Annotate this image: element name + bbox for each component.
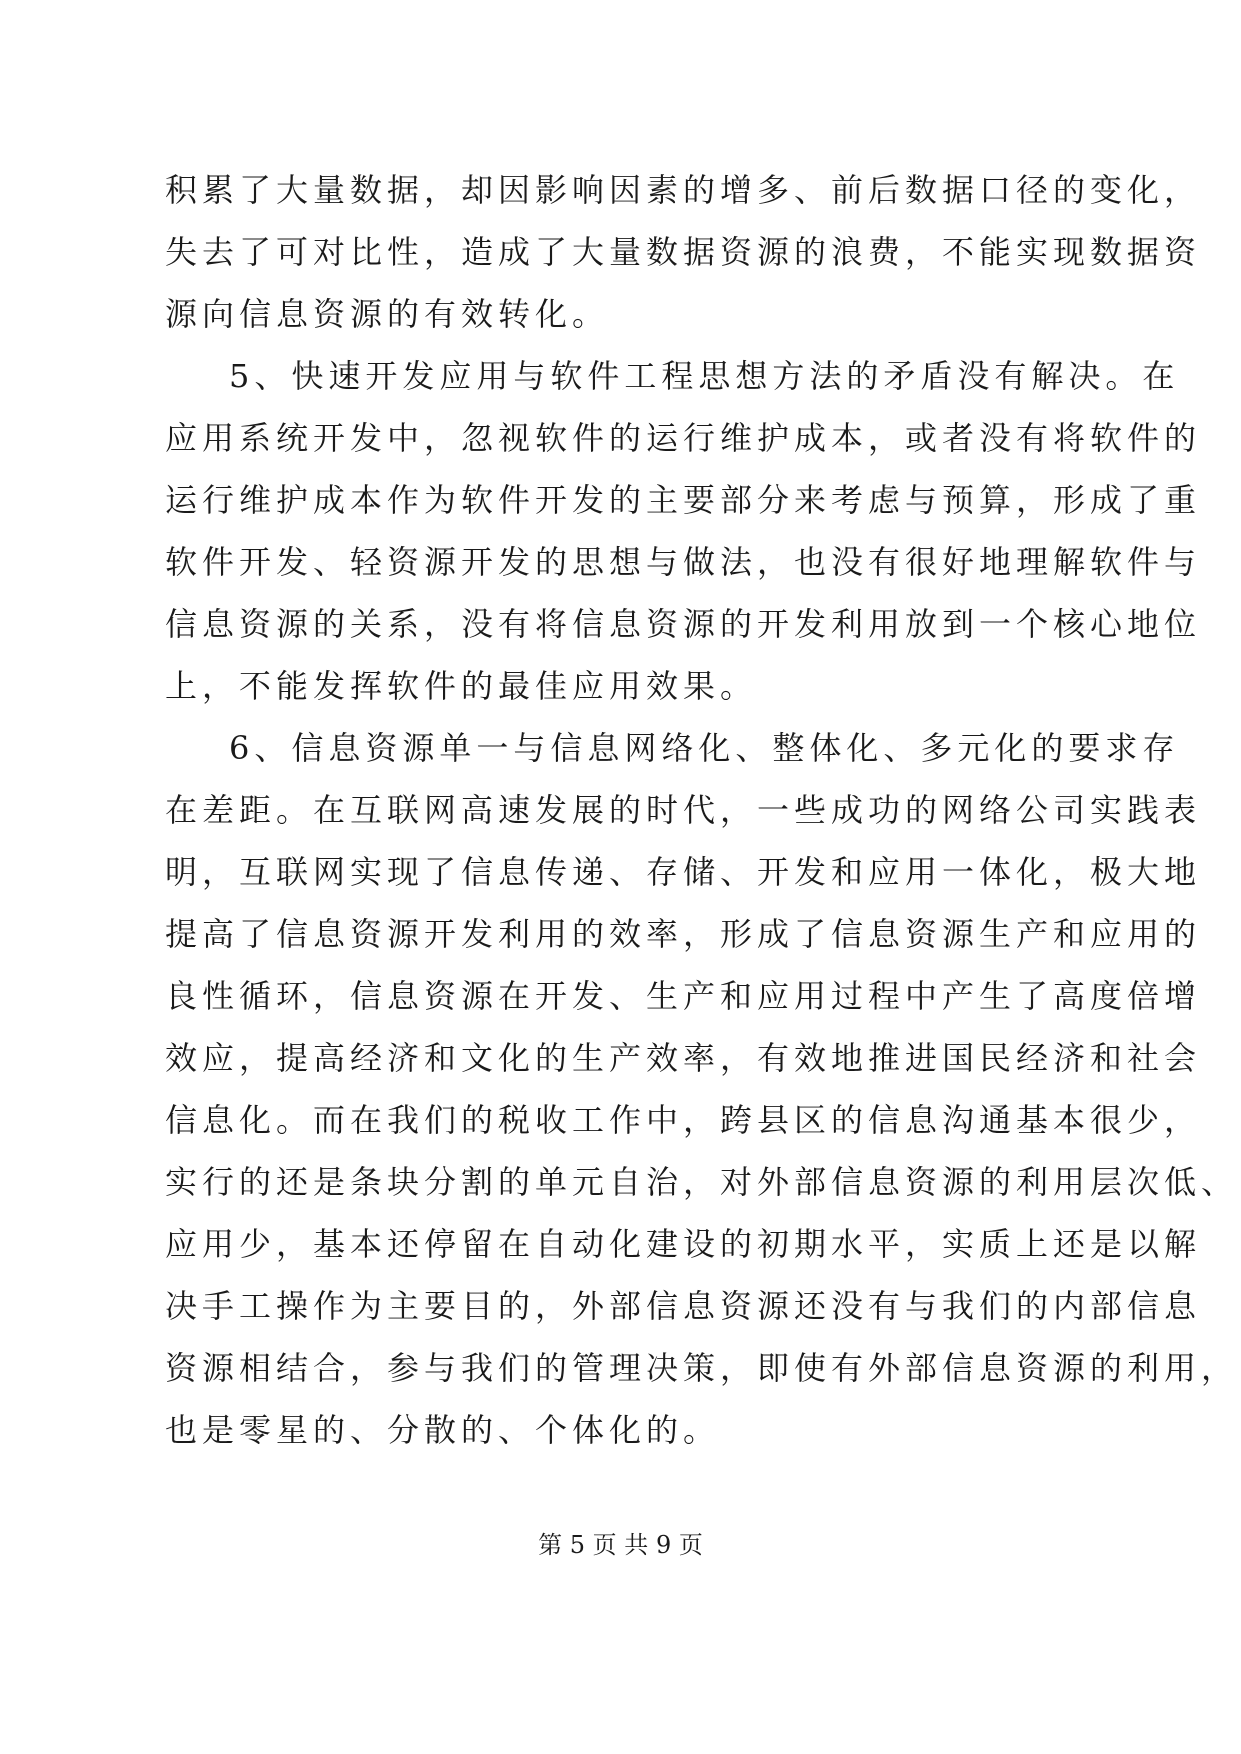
text-line: 应用系统开发中，忽视软件的运行维护成本，或者没有将软件的 — [165, 419, 1202, 457]
text-line: 明，互联网实现了信息传递、存储、开发和应用一体化，极大地 — [165, 853, 1202, 891]
paragraph-start-line: 6、信息资源单一与信息网络化、整体化、多元化的要求存 — [229, 729, 1180, 767]
text-line: 决手工操作为主要目的，外部信息资源还没有与我们的内部信息 — [165, 1287, 1202, 1325]
text-line: 信息化。而在我们的税收工作中，跨县区的信息沟通基本很少， — [165, 1101, 1202, 1139]
text-line: 运行维护成本作为软件开发的主要部分来考虑与预算，形成了重 — [165, 481, 1202, 519]
text-line: 资源相结合，参与我们的管理决策，即使有外部信息资源的利用， — [165, 1349, 1239, 1387]
text-line: 失去了可对比性，造成了大量数据资源的浪费，不能实现数据资 — [165, 233, 1202, 271]
page-number-footer: 第 5 页 共 9 页 — [538, 1531, 703, 1559]
text-line: 良性循环，信息资源在开发、生产和应用过程中产生了高度倍增 — [165, 977, 1202, 1015]
text-line: 实行的还是条块分割的单元自治，对外部信息资源的利用层次低、 — [165, 1163, 1239, 1201]
text-line: 积累了大量数据，却因影响因素的增多、前后数据口径的变化， — [165, 171, 1202, 209]
text-line: 提高了信息资源开发利用的效率，形成了信息资源生产和应用的 — [165, 915, 1202, 953]
text-line: 在差距。在互联网高速发展的时代，一些成功的网络公司实践表 — [165, 791, 1202, 829]
text-line: 效应，提高经济和文化的生产效率，有效地推进国民经济和社会 — [165, 1039, 1202, 1077]
text-line: 源向信息资源的有效转化。 — [165, 295, 610, 333]
text-line: 也是零星的、分散的、个体化的。 — [165, 1411, 721, 1449]
text-line: 信息资源的关系，没有将信息资源的开发利用放到一个核心地位 — [165, 605, 1202, 643]
text-line: 软件开发、轻资源开发的思想与做法，也没有很好地理解软件与 — [165, 543, 1202, 581]
text-line: 上，不能发挥软件的最佳应用效果。 — [165, 667, 758, 705]
text-line: 应用少，基本还停留在自动化建设的初期水平，实质上还是以解 — [165, 1225, 1202, 1263]
paragraph-start-line: 5、快速开发应用与软件工程思想方法的矛盾没有解决。在 — [229, 357, 1180, 395]
